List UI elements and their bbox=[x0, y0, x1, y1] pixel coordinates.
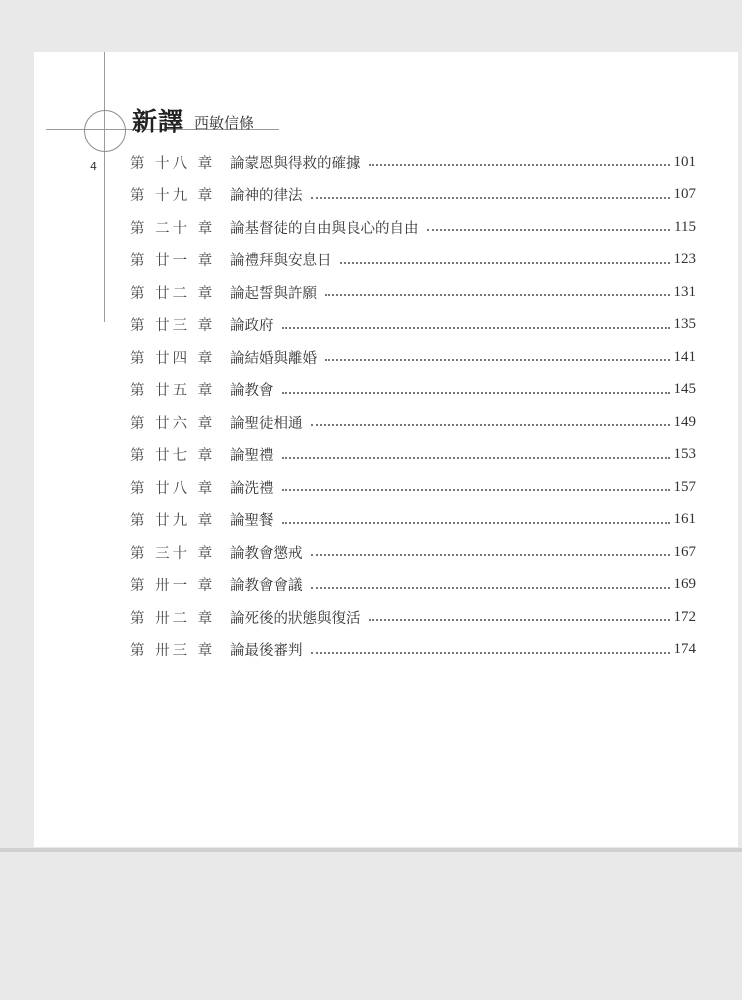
toc-chapter: 第 三十 章 bbox=[130, 545, 216, 562]
toc-row bbox=[130, 536, 696, 569]
toc-row bbox=[130, 179, 696, 212]
toc-leader-dots bbox=[311, 197, 670, 199]
toc-leader-dots bbox=[325, 359, 670, 361]
toc-page: 161 bbox=[673, 511, 696, 528]
toc-row bbox=[130, 244, 696, 277]
toc-leader-dots bbox=[311, 652, 670, 654]
toc-page: 167 bbox=[673, 543, 696, 560]
toc-row bbox=[130, 504, 696, 537]
toc-chapter: 第 廿八 章 bbox=[130, 480, 216, 497]
toc-page: 157 bbox=[673, 478, 696, 495]
toc-chapter: 第 卅三 章 bbox=[130, 643, 216, 660]
toc-title: 論基督徒的自由與良心的自由 bbox=[230, 220, 419, 237]
toc-leader-dots bbox=[369, 619, 670, 621]
toc-title: 論死後的狀態與復活 bbox=[230, 610, 361, 627]
toc-page: 172 bbox=[673, 608, 696, 625]
decorative-circle bbox=[84, 110, 126, 152]
toc-title: 論結婚與離婚 bbox=[230, 350, 317, 367]
toc-chapter: 第 廿三 章 bbox=[130, 318, 216, 335]
toc-row bbox=[130, 341, 696, 374]
toc-title: 論蒙恩與得救的確據 bbox=[230, 155, 361, 172]
toc-row bbox=[130, 309, 696, 342]
toc-page: 145 bbox=[673, 381, 696, 398]
toc-chapter: 第 廿六 章 bbox=[130, 415, 216, 432]
toc-row bbox=[130, 374, 696, 407]
toc-leader-dots bbox=[282, 392, 670, 394]
page-edge-shadow bbox=[0, 848, 742, 852]
toc-leader-dots bbox=[311, 554, 670, 556]
toc-leader-dots bbox=[427, 229, 671, 231]
page-number: 4 bbox=[90, 160, 97, 173]
toc-leader-dots bbox=[340, 262, 670, 264]
toc-page: 169 bbox=[673, 576, 696, 593]
toc-title: 論最後審判 bbox=[230, 643, 303, 660]
toc-title: 論聖徒相通 bbox=[230, 415, 303, 432]
toc-row bbox=[130, 634, 696, 667]
toc-title: 論聖餐 bbox=[230, 513, 274, 530]
toc-page: 131 bbox=[673, 283, 696, 300]
book-title: 新譯 bbox=[132, 107, 185, 136]
toc-title: 論神的律法 bbox=[230, 188, 303, 205]
book-subtitle: 西敏信條 bbox=[194, 114, 255, 132]
toc-chapter: 第 廿九 章 bbox=[130, 513, 216, 530]
toc-page: 141 bbox=[673, 348, 696, 365]
toc-chapter: 第 廿七 章 bbox=[130, 448, 216, 465]
toc-row bbox=[130, 406, 696, 439]
toc-page: 115 bbox=[674, 218, 696, 235]
toc-title: 論禮拜與安息日 bbox=[230, 253, 332, 270]
toc-leader-dots bbox=[282, 457, 670, 459]
toc-title: 論起誓與許願 bbox=[230, 285, 317, 302]
toc-chapter: 第 廿一 章 bbox=[130, 253, 216, 270]
toc-page: 149 bbox=[673, 413, 696, 430]
toc-leader-dots bbox=[311, 587, 670, 589]
toc-row bbox=[130, 601, 696, 634]
toc-title: 論教會會議 bbox=[230, 578, 303, 595]
toc-page: 174 bbox=[673, 641, 696, 658]
toc-page: 153 bbox=[673, 446, 696, 463]
toc-title: 論政府 bbox=[230, 318, 274, 335]
toc-title: 論教會 bbox=[230, 383, 274, 400]
toc-page: 135 bbox=[673, 316, 696, 333]
toc-chapter: 第 十九 章 bbox=[130, 188, 216, 205]
toc-row bbox=[130, 211, 696, 244]
toc-leader-dots bbox=[282, 327, 670, 329]
toc-row bbox=[130, 471, 696, 504]
decorative-vertical-line bbox=[104, 52, 105, 322]
toc-chapter: 第 卅一 章 bbox=[130, 578, 216, 595]
toc-title: 論教會懲戒 bbox=[230, 545, 303, 562]
toc-row bbox=[130, 439, 696, 472]
toc-leader-dots bbox=[325, 294, 670, 296]
toc-leader-dots bbox=[282, 522, 670, 524]
toc-row bbox=[130, 569, 696, 602]
toc-chapter: 第 十八 章 bbox=[130, 155, 216, 172]
table-of-contents bbox=[130, 146, 696, 666]
toc-page: 107 bbox=[673, 186, 696, 203]
toc-row bbox=[130, 276, 696, 309]
toc-row bbox=[130, 146, 696, 179]
toc-chapter: 第 廿二 章 bbox=[130, 285, 216, 302]
toc-chapter: 第 廿四 章 bbox=[130, 350, 216, 367]
toc-leader-dots bbox=[282, 489, 670, 491]
toc-page: 101 bbox=[673, 153, 696, 170]
toc-page: 123 bbox=[673, 251, 696, 268]
toc-chapter: 第 卅二 章 bbox=[130, 610, 216, 627]
toc-leader-dots bbox=[369, 164, 670, 166]
toc-chapter: 第 二十 章 bbox=[130, 220, 216, 237]
toc-leader-dots bbox=[311, 424, 670, 426]
toc-chapter: 第 廿五 章 bbox=[130, 383, 216, 400]
toc-title: 論聖禮 bbox=[230, 448, 274, 465]
toc-title: 論洗禮 bbox=[230, 480, 274, 497]
